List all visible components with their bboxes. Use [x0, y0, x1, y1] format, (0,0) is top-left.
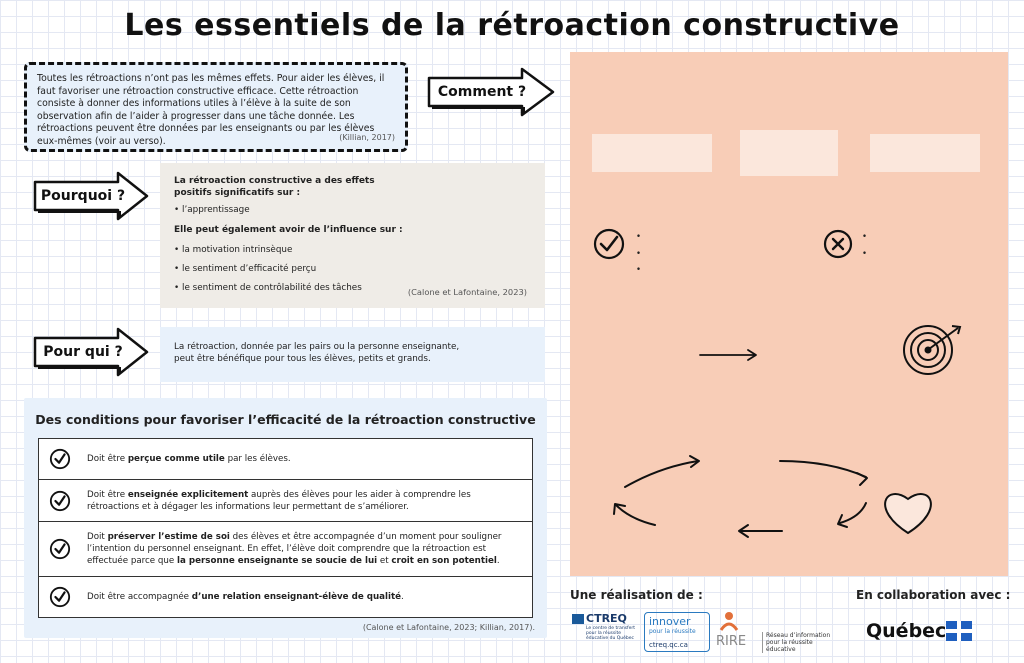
check-circle-icon	[49, 586, 71, 608]
comment-arrow	[426, 66, 556, 118]
arrow-right-icon	[698, 348, 760, 362]
pourquoi-card	[160, 163, 545, 308]
condition-text: Doit être enseignée explicitement auprès des élèves pour les aider à comprendre les rétroactions et à dégager les informations leur permettant de s’améliorer.	[87, 489, 471, 512]
intro-text: Toutes les rétroactions n’ont pas les mêmes effets. Pour aider les élèves, il faut favoriser une rétroaction constructive efficace. Cette rétroaction consiste à donner des informations utiles à l’élève à la suite de son observation afin de l’aider à progresser dans une tâche donnée. Les rétroactions peuvent être données par les enseignants ou par les élèves eux-mêmes (voir au verso).	[37, 73, 385, 147]
pourqui-card	[160, 327, 545, 382]
cross-circle-icon	[822, 228, 854, 260]
structure-box-done	[592, 134, 712, 172]
pourquoi-lead2: Elle peut également avoir de l’influence sur :	[174, 225, 403, 235]
check-circle-icon	[49, 490, 71, 512]
list-item: • l’apprentissage	[174, 204, 531, 216]
task-focus-yes	[636, 228, 641, 277]
pourqui-label: Pour qui ?	[43, 344, 123, 360]
intro-source: (Killian, 2017)	[339, 133, 395, 143]
list-item: • le sentiment de contrôlabilité des tâches	[174, 282, 531, 294]
pourquoi-label: Pourquoi ?	[40, 188, 126, 204]
pourqui-arrow	[32, 326, 150, 378]
list-item	[636, 264, 641, 277]
target-icon	[898, 318, 968, 378]
condition-row	[38, 521, 533, 577]
essentials-panel	[570, 52, 1008, 576]
comment-label: Comment ?	[437, 84, 527, 100]
check-circle-icon	[592, 227, 626, 261]
pourquoi-source: (Calone et Lafontaine, 2023)	[407, 287, 527, 297]
condition-row	[38, 438, 533, 480]
rire-logo: RIRE Réseau d’information pour la réussite éducative	[716, 610, 836, 654]
heart-icon	[885, 494, 931, 533]
realisation-label: Une réalisation de :	[570, 588, 703, 602]
rire-person-icon	[718, 610, 740, 632]
check-circle-icon	[49, 538, 71, 560]
learning-cycle-arrows	[570, 447, 1008, 557]
list-item: • le sentiment d’efficacité perçu	[174, 263, 531, 275]
pourquoi-lead1: La rétroaction constructive a des effets positifs significatifs sur :	[174, 176, 375, 198]
list-item: • la motivation intrinsèque	[174, 244, 531, 256]
page-title: Les essentiels de la rétroaction constructive	[124, 8, 900, 43]
condition-text: Doit être accompagnée d’une relation enseignant-élève de qualité.	[87, 591, 404, 602]
condition-text: Doit préserver l’estime de soi des élèves et être accompagnée d’un moment pour souligner l’intention du personnel enseignant. En effet, l’élève doit comprendre que la rétroaction est effectuée parce que la personne enseignante se soucie de lui et croit en son potentiel.	[87, 532, 502, 566]
quebec-logo: Québec	[866, 620, 947, 642]
ctreq-logo: CTREQ Le centre de transfert pour la réussite éducative du Québec	[572, 612, 636, 652]
conditions-panel	[24, 398, 547, 638]
task-focus-no	[862, 228, 982, 260]
list-item	[636, 248, 641, 261]
conditions-source: (Calone et Lafontaine, 2023; Killian, 2017).	[362, 623, 535, 632]
quebec-flag-icon	[946, 621, 972, 641]
check-circle-icon	[49, 448, 71, 470]
pourquoi-arrow	[32, 170, 150, 222]
collaboration-label: En collaboration avec :	[856, 588, 1011, 602]
pourqui-text: La rétroaction, donnée par les pairs ou la personne enseignante, peut être bénéfique pour tous les élèves, petits et grands.	[174, 342, 460, 364]
condition-row	[38, 479, 533, 523]
list-item	[636, 231, 641, 244]
structure-box-improve	[740, 130, 838, 176]
pourquoi-list1	[174, 204, 531, 216]
condition-text: Doit être perçue comme utile par les élèves.	[87, 454, 291, 464]
innover-logo: innover pour la réussite ctreq.qc.ca	[644, 612, 710, 652]
list-item	[862, 231, 982, 244]
structure-box-result	[870, 134, 980, 172]
condition-row	[38, 576, 533, 618]
list-item	[862, 248, 982, 261]
intro-box	[24, 62, 408, 152]
conditions-title: Des conditions pour favoriser l’efficacité de la rétroaction constructive	[35, 412, 536, 427]
conditions-list	[38, 438, 533, 616]
